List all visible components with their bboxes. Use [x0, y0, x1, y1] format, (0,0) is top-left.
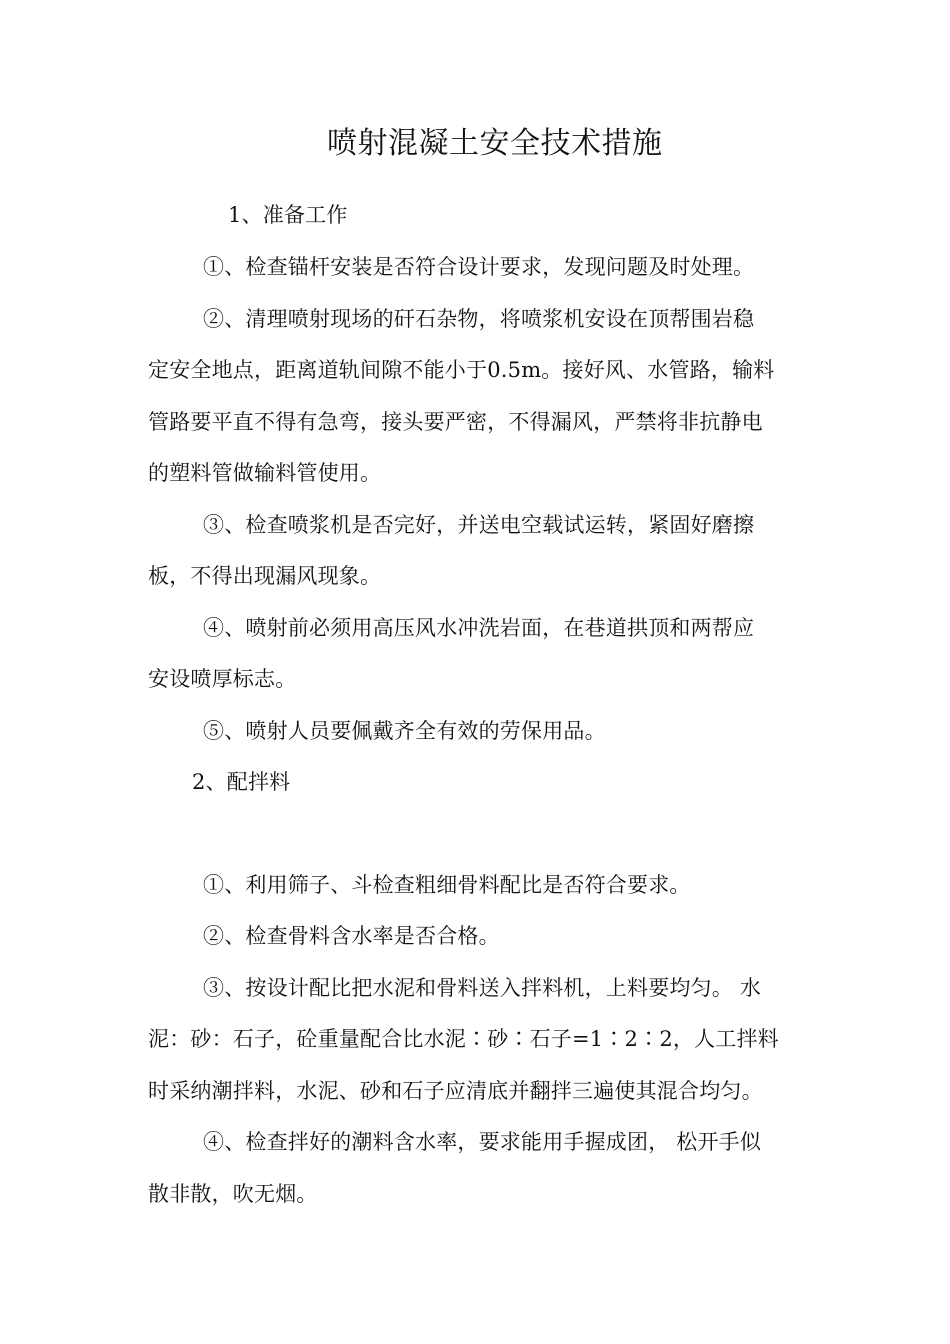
- paragraph-line: 板，不得出现漏风现象。: [148, 564, 382, 588]
- paragraph-line: ②、清理喷射现场的矸石杂物，将喷浆机安设在顶帮围岩稳: [203, 307, 755, 331]
- paragraph-line: ④、喷射前必须用高压风水冲洗岩面，在巷道拱顶和两帮应: [203, 616, 755, 640]
- paragraph-line: ①、检查锚杆安装是否符合设计要求，发现问题及时处理。: [203, 255, 755, 279]
- paragraph-line: ②、检查骨料含水率是否合格。: [203, 924, 500, 948]
- paragraph-line: 管路要平直不得有急弯，接头要严密，不得漏风，严禁将非抗静电: [148, 410, 763, 434]
- paragraph-line: ④、检查拌好的潮料含水率，要求能用手握成团， 松开手似: [203, 1130, 762, 1154]
- paragraph-line: 时采纳潮拌料，水泥、砂和石子应清底并翻拌三遍使其混合均匀。: [148, 1079, 763, 1103]
- paragraph-line: ①、利用筛子、斗检查粗细骨料配比是否符合要求。: [203, 873, 691, 897]
- paragraph-line: 安设喷厚标志。: [148, 667, 297, 691]
- paragraph-line: ③、按设计配比把水泥和骨料送入拌料机，上料要均匀。 水: [203, 976, 762, 1000]
- section-heading-preparation: 1、准备工作: [228, 203, 348, 227]
- paragraph-line: 泥：砂：石子，砼重量配合比水泥∶砂∶石子=1∶2∶2，人工拌料: [148, 1027, 779, 1051]
- paragraph-line: 散非散，吹无烟。: [148, 1182, 318, 1206]
- section-heading-mixing: 2、配拌料: [192, 770, 291, 794]
- paragraph-line: ③、检查喷浆机是否完好，并送电空载试运转，紧固好磨擦: [203, 513, 755, 537]
- paragraph-line: 的塑料管做输料管使用。: [148, 461, 382, 485]
- paragraph-line: ⑤、喷射人员要佩戴齐全有效的劳保用品。: [203, 719, 606, 743]
- document-title: 喷射混凝土安全技术措施: [327, 126, 663, 161]
- paragraph-line: 定安全地点，距离道轨间隙不能小于0.5m。接好风、水管路，输料: [148, 358, 775, 382]
